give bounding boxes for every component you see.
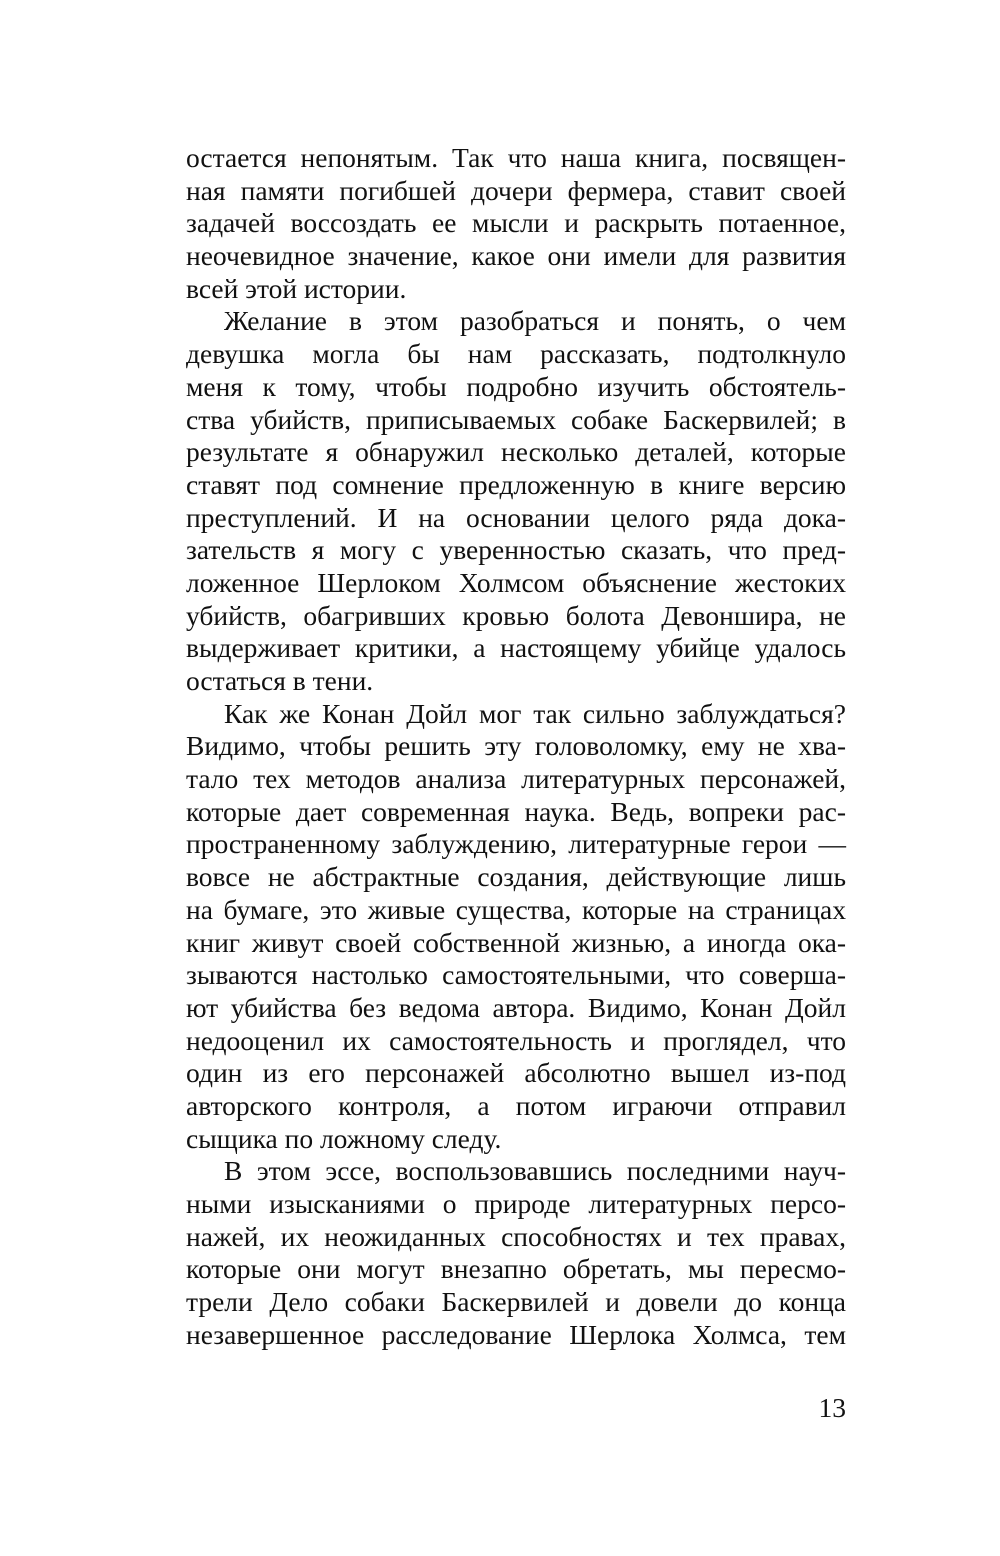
text-line: тало тех методов анализа литературных персонажей, xyxy=(186,763,846,795)
text-line: Видимо, чтобы решить эту головоломку, ему не хва- xyxy=(186,730,846,762)
text-line: выдерживает критики, а настоящему убийце удалось xyxy=(186,632,846,664)
text-line: трели Дело собаки Баскервилей и довели до конца xyxy=(186,1286,846,1318)
text-line: зываются настолько самостоятельными, что соверша- xyxy=(186,959,846,991)
text-line: ная памяти погибшей дочери фермера, ставит своей xyxy=(186,174,846,206)
text-line: зательств я могу с уверенностью сказать, что пред- xyxy=(186,534,846,566)
text-line: задачей воссоздать ее мысли и раскрыть потаенное, xyxy=(186,207,846,239)
text-line: один из его персонажей абсолютно вышел из-под xyxy=(186,1057,846,1089)
text-line: неочевидное значение, какое они имели для развития xyxy=(186,240,846,272)
text-line: остается непонятым. Так что наша книга, посвящен- xyxy=(186,142,846,173)
text-line: недооценил их самостоятельность и проглядел, что xyxy=(186,1024,846,1056)
text-line: авторского контроля, а потом играючи отправил xyxy=(186,1089,846,1121)
text-line: преступлений. И на основании целого ряда дока- xyxy=(186,501,846,533)
text-line: книг живут своей собственной жизнью, а иногда ока- xyxy=(186,926,846,958)
text-line: ными изысканиями о природе литературных персо- xyxy=(186,1188,846,1219)
paragraph xyxy=(186,305,846,697)
paragraph xyxy=(186,698,846,1156)
text-line: Желание в этом разобраться и понять, о чем xyxy=(224,305,846,337)
text-line: меня к тому, чтобы подробно изучить обстоятель- xyxy=(186,370,846,402)
text-line: остаться в тени. xyxy=(186,665,374,696)
text-line: результате я обнаружил несколько деталей, которые xyxy=(186,436,846,468)
paragraph xyxy=(186,142,846,305)
text-line: ства убийств, приписываемых собаке Баскервилей; в xyxy=(186,403,846,435)
text-line: ставят под сомнение предложенную в книге версию xyxy=(186,468,846,500)
text-line: пространенному заблуждению, литературные герои — xyxy=(186,828,846,860)
text-line: сыщика по ложному следу. xyxy=(186,1122,502,1154)
text-line: ложенное Шерлоком Холмсом объяснение жестоких xyxy=(186,566,846,598)
text-line: которые дает современная наука. Ведь, вопреки рас- xyxy=(186,795,846,827)
text-line: ют убийства без ведома автора. Видимо, Конан Дойл xyxy=(186,991,846,1023)
text-line: на бумаге, это живые существа, которые на страницах xyxy=(186,893,846,925)
text-line: убийств, обагривших кровью болота Девоншира, не xyxy=(186,599,846,631)
text-line: незавершенное расследование Шерлока Холмса, тем xyxy=(186,1318,846,1350)
text-line: В этом эссе, воспользовавшись последними науч- xyxy=(224,1155,846,1187)
paragraph xyxy=(186,1155,846,1351)
body-text xyxy=(186,142,846,1351)
text-line: которые они могут внезапно обретать, мы пересмо- xyxy=(186,1253,846,1285)
text-line: вовсе не абстрактные создания, действующие лишь xyxy=(186,861,846,893)
text-line: всей этой истории. xyxy=(186,272,407,304)
text-line: нажей, их неожиданных способностях и тех правах, xyxy=(186,1220,846,1252)
text-line: Как же Конан Дойл мог так сильно заблуждаться? xyxy=(224,697,846,729)
page-number: 13 xyxy=(818,1392,846,1423)
text-line: девушка могла бы нам рассказать, подтолкнуло xyxy=(186,338,846,370)
